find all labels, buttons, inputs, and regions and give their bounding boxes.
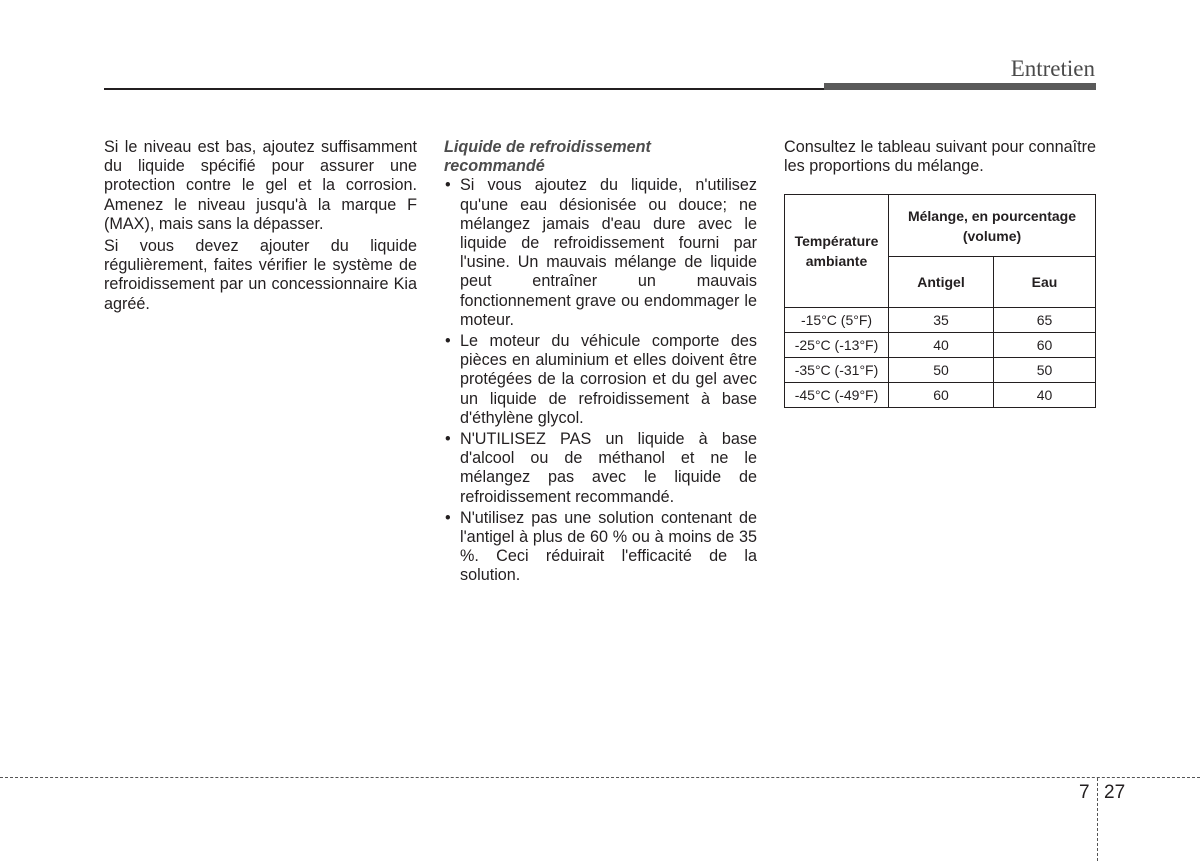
header-rule-accent — [824, 83, 1096, 90]
section-title: Entretien — [1010, 56, 1095, 81]
table-header-antigel: Antigel — [889, 257, 994, 308]
list-item — [444, 430, 757, 507]
list-item — [444, 509, 757, 586]
bullet-icon: • — [445, 430, 451, 449]
bullet-icon: • — [445, 332, 451, 351]
footer-vertical-divider — [1097, 778, 1098, 861]
mixture-table — [784, 194, 1096, 408]
column-middle — [444, 138, 757, 588]
paragraph-low-level: Si le niveau est bas, ajoutez suffisamment du liquide spécifié pour assurer une protection contre le gel et la corrosion. Amenez le niveau jusqu'à la marque F (MAX), mais sans la dépasser. — [104, 138, 417, 233]
list-item-text: Le moteur du véhicule comporte des pièces en aluminium et elles doivent être protégées de la corrosion et du gel avec un liquide de refroidissement à base d'éthylène glycol. — [460, 332, 757, 427]
table-cell-antigel: 40 — [889, 333, 994, 358]
table-cell-antigel: 60 — [889, 383, 994, 408]
list-item-text: Si vous ajoutez du liquide, n'utilisez qu'une eau désionisée ou douce; ne mélangez jamais d'eau dure avec le liquide de refroidissement fourni par l'usine. Un mauvais mélange de liquide peut entraîner un mauvais fonctionnement grave ou endommager le moteur. — [460, 176, 757, 329]
table-cell-eau: 40 — [994, 383, 1096, 408]
page-number: 27 — [1104, 782, 1126, 803]
table-header-mixture: Mélange, en pourcentage (volume) — [889, 195, 1096, 257]
table-cell-eau: 60 — [994, 333, 1096, 358]
table-cell-temperature: -15°C (5°F) — [785, 308, 889, 333]
list-item-text: N'UTILISEZ PAS un liquide à base d'alcool ou de méthanol et ne le mélangez pas avec le liquide de refroidissement recommandé. — [460, 430, 757, 506]
column-left — [104, 138, 417, 317]
bullet-list — [444, 176, 757, 585]
section-heading — [444, 138, 757, 176]
paragraph-table-intro: Consultez le tableau suivant pour connaître les proportions du mélange. — [784, 138, 1096, 176]
table-cell-temperature: -25°C (-13°F) — [785, 333, 889, 358]
table-row — [785, 358, 1096, 383]
table-row — [785, 333, 1096, 358]
table-row — [785, 308, 1096, 333]
column-right — [784, 138, 1096, 179]
table-cell-eau: 50 — [994, 358, 1096, 383]
table-cell-temperature: -35°C (-31°F) — [785, 358, 889, 383]
bullet-icon: • — [445, 176, 451, 195]
section-heading-line1: Liquide de refroidissement — [444, 138, 651, 156]
section-heading-line2: recommandé — [444, 157, 545, 176]
list-item — [444, 176, 757, 330]
table-row — [785, 383, 1096, 408]
list-item-text: N'utilisez pas une solution contenant de l'antigel à plus de 60 % ou à moins de 35 %. Ceci réduirait l'efficacité de la solution. — [460, 508, 757, 585]
table-cell-eau: 65 — [994, 308, 1096, 333]
chapter-number: 7 — [1079, 782, 1090, 803]
table-cell-antigel: 50 — [889, 358, 994, 383]
table-cell-temperature: -45°C (-49°F) — [785, 383, 889, 408]
footer-divider — [0, 777, 1200, 778]
table-header-eau: Eau — [994, 257, 1096, 308]
header-rule — [104, 88, 824, 90]
table-header-temperature: Température ambiante — [785, 195, 889, 308]
list-item — [444, 332, 757, 428]
bullet-icon: • — [445, 508, 451, 527]
paragraph-regular-refill: Si vous devez ajouter du liquide régulièrement, faites vérifier le système de refroidissement par un concessionnaire Kia agréé. — [104, 237, 417, 313]
table-cell-antigel: 35 — [889, 308, 994, 333]
